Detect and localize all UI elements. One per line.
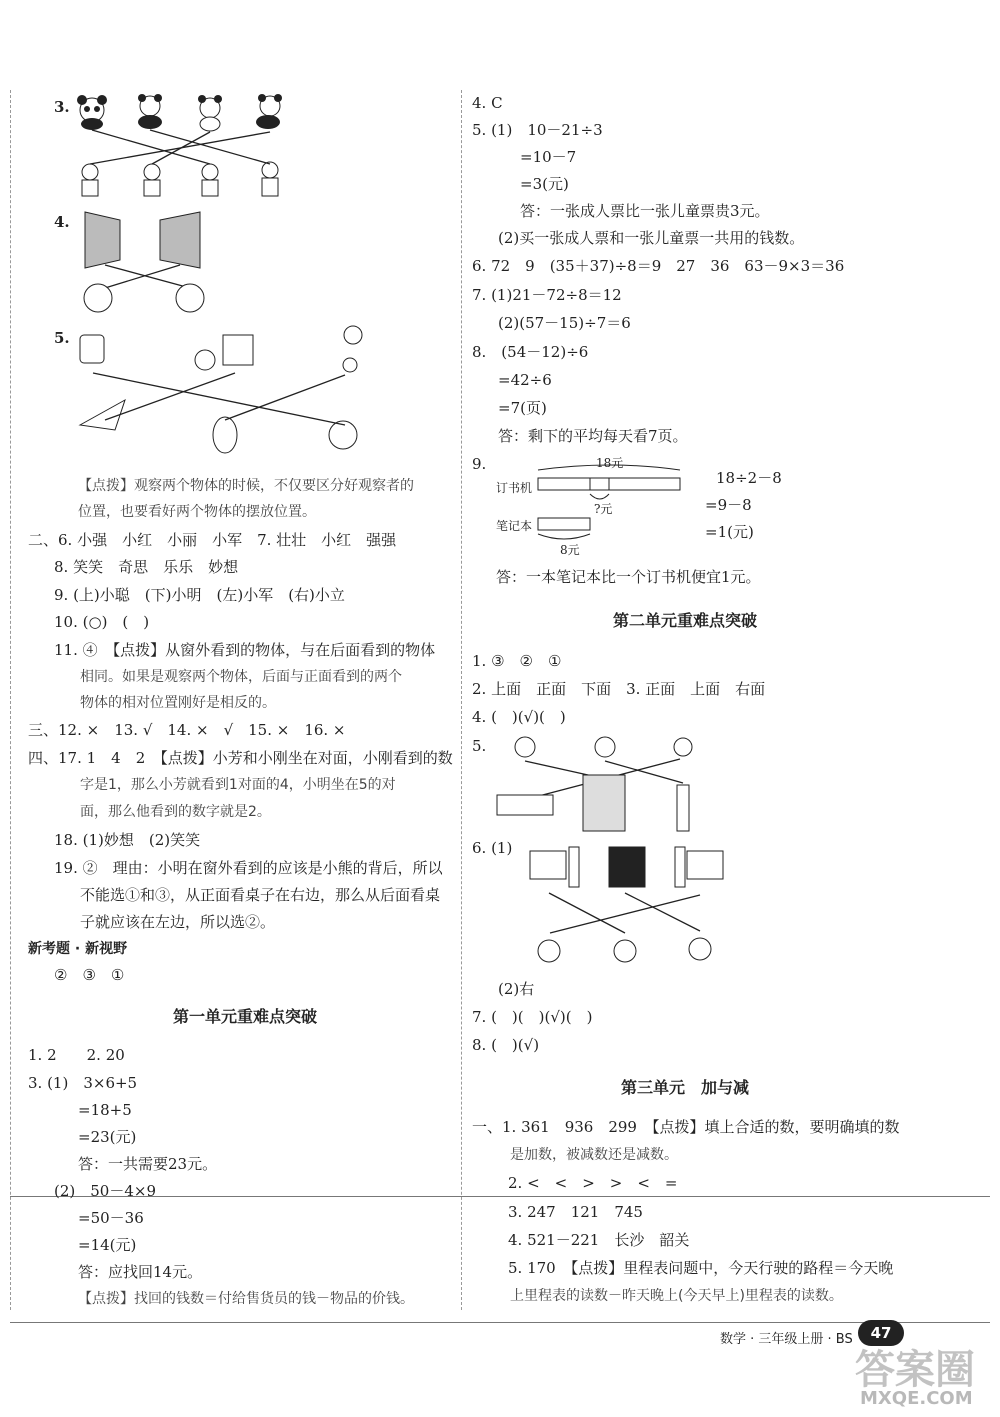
answer-17-tip-3: 面，那么他看到的数字就是2。 bbox=[80, 804, 271, 820]
answer-r6: 6. 72 9 (35＋37)÷8＝9 27 36 63－9×3＝36 bbox=[472, 257, 845, 275]
watermark-url: MXQE.COM bbox=[860, 1388, 973, 1409]
footer-subject: 数学 · 三年级上册 · BS bbox=[720, 1332, 853, 1347]
chick-icon bbox=[213, 417, 237, 453]
answer-r5-sentence: 答：一张成人票比一张儿童票贵3元。 bbox=[520, 202, 770, 220]
segment-diagram bbox=[490, 450, 690, 560]
segment-question-label: ?元 bbox=[594, 502, 613, 516]
unit-2-title: 第二单元重难点突破 bbox=[612, 611, 757, 630]
answer-11-tip-3: 物体的相对位置刚好是相反的。 bbox=[80, 695, 276, 711]
answer-r9-label: 9. bbox=[472, 455, 487, 473]
answer-11: 11. ④ 【点拨】从窗外看到的物体，与在后面看到的物体 bbox=[54, 641, 436, 659]
page-number: 47 bbox=[858, 1320, 904, 1346]
left-margin-line bbox=[10, 90, 11, 1310]
unit3-answer-5: 5. 170 【点拨】里程表问题中，今天行驶的路程＝今天晚 bbox=[508, 1259, 894, 1277]
bottom-rule bbox=[10, 1196, 990, 1197]
unit3-answer-1-tip: 是加数，被减数还是减数。 bbox=[510, 1147, 678, 1163]
answer-r9-sentence: 答：一本笔记本比一个订书机便宜1元。 bbox=[496, 568, 761, 586]
answer-17: 四、17. 1 4 2 【点拨】小芳和小刚坐在对面，小刚看到的数 bbox=[28, 749, 453, 767]
unit2-answer-5-label: 5. bbox=[472, 737, 487, 755]
unit1-answer-sentence-1: 答：一共需要23元。 bbox=[78, 1155, 218, 1173]
answer-10: 10. (○) ( ) bbox=[54, 613, 150, 631]
unit2-answer-4: 4. ( )(√)( ) bbox=[472, 708, 566, 726]
unit3-answer-5-tip: 上里程表的读数－昨天晚上(今天早上)里程表的读数。 bbox=[510, 1288, 843, 1304]
answer-r5: 5. (1) 10－21÷3 bbox=[472, 121, 603, 139]
answer-r5-step-2: =3(元) bbox=[520, 175, 569, 193]
basket-icon bbox=[80, 335, 104, 363]
unit1-tip: 【点拨】找回的钱数＝付给售货员的钱－物品的价钱。 bbox=[78, 1291, 414, 1307]
child-face-icon bbox=[84, 284, 204, 312]
answer-r8-step-1: =42÷6 bbox=[498, 371, 552, 389]
answer-17-tip-2: 字是1，那么小芳就看到1对面的4，小明坐在5的对 bbox=[80, 777, 396, 793]
answer-r8-sentence: 答：剩下的平均每天看7页。 bbox=[498, 427, 688, 445]
unit2-answer-1: 1. ③ ② ① bbox=[472, 652, 562, 670]
question-3-label: 3. bbox=[54, 98, 70, 116]
child-face-icon bbox=[538, 940, 560, 962]
unit2-answer-2-3: 2. 上面 正面 下面 3. 正面 上面 右面 bbox=[472, 680, 766, 698]
unit2-answer-7: 7. ( )( )(√)( ) bbox=[472, 1008, 593, 1026]
answer-18: 18. (1)妙想 (2)笑笑 bbox=[54, 831, 201, 849]
unit1-step-1: =18+5 bbox=[78, 1101, 132, 1119]
unit2-answer-8: 8. ( )(√) bbox=[472, 1036, 540, 1054]
answer-r5-2: (2)买一张成人票和一张儿童票一共用的钱数。 bbox=[498, 229, 805, 247]
panda-matching-figure bbox=[70, 92, 300, 202]
tip-1-line-2: 位置，也要看好两个物体的摆放位置。 bbox=[78, 504, 316, 520]
segment-notebook-price: 8元 bbox=[560, 543, 580, 557]
unit1-step-4: =14(元) bbox=[78, 1236, 137, 1254]
unit1-answer-sentence-2: 答：应找回14元。 bbox=[78, 1263, 203, 1281]
object-matching-figure bbox=[75, 325, 375, 465]
cup-icon bbox=[223, 335, 253, 365]
keyboard-icon bbox=[497, 795, 553, 815]
answer-9: 9. (上)小聪 (下)小明 (左)小军 (右)小立 bbox=[54, 586, 345, 604]
unit-3-title: 第三单元 加与减 bbox=[620, 1078, 749, 1097]
unit1-answer-3: 3. (1) 3×6+5 bbox=[28, 1074, 138, 1092]
unit2-answer-6-2: (2)右 bbox=[498, 980, 535, 998]
answer-11-tip-2: 相同。如果是观察两个物体，后面与正面看到的两个 bbox=[80, 669, 402, 685]
answer-r8-step-2: =7(页) bbox=[498, 399, 547, 417]
answer-19-line-3: 子就应该在左边，所以选②。 bbox=[80, 913, 276, 931]
unit1-step-3: =50－36 bbox=[78, 1209, 144, 1227]
monitor-icon bbox=[530, 851, 566, 879]
unit3-answer-3: 3. 247 121 745 bbox=[508, 1203, 643, 1221]
answer-r8: 8. (54－12)÷6 bbox=[472, 343, 589, 361]
question-5-label: 5. bbox=[54, 329, 70, 347]
desk-matching-figure bbox=[495, 735, 715, 835]
new-question-answer: ② ③ ① bbox=[54, 966, 125, 984]
answer-r5-step-1: =10－7 bbox=[520, 148, 577, 166]
new-question-title: 新考题 · 新视野 bbox=[28, 941, 128, 957]
child-icon bbox=[82, 162, 278, 196]
ball-icon bbox=[195, 350, 215, 370]
unit1-answer-3-2: (2) 50－4×9 bbox=[54, 1182, 156, 1200]
unit1-step-2: =23(元) bbox=[78, 1128, 137, 1146]
answer-r9-expr-2: =9－8 bbox=[705, 496, 752, 514]
answer-19-line-2: 不能选①和③，从正面看桌子在右边，那么从后面看桌 bbox=[80, 886, 441, 904]
answer-8: 8. 笑笑 奇思 乐乐 妙想 bbox=[54, 558, 239, 576]
question-4-label: 4. bbox=[54, 213, 70, 231]
tv-matching-figure bbox=[80, 210, 220, 320]
notebook-label: 笔记本 bbox=[496, 519, 533, 533]
answer-r4: 4. C bbox=[472, 94, 503, 112]
unit3-answer-2: 2. < < > > < = bbox=[508, 1174, 678, 1192]
box-icon bbox=[583, 775, 625, 831]
answer-r9-expr-3: =1(元) bbox=[705, 523, 754, 541]
unit3-answer-4: 4. 521－221 长沙 韶关 bbox=[508, 1231, 690, 1249]
tip-1-line-1: 【点拨】观察两个物体的时候，不仅要区分好观察者的 bbox=[78, 478, 414, 494]
stapler-label: 订书机 bbox=[496, 481, 533, 495]
unit3-answer-1: 一、1. 361 936 299 【点拨】填上合适的数，要明确填的数 bbox=[472, 1118, 900, 1136]
answer-6-7: 二、6. 小强 小红 小丽 小军 7. 壮壮 小红 强强 bbox=[28, 531, 397, 549]
computer-matching-figure bbox=[525, 843, 735, 973]
clock-icon bbox=[344, 326, 362, 344]
answer-r7-2: (2)(57－15)÷7＝6 bbox=[498, 314, 631, 332]
footer-rule bbox=[10, 1322, 990, 1323]
unit-1-title: 第一单元重难点突破 bbox=[172, 1007, 317, 1026]
unit1-answer-1-2: 1. 2 2. 20 bbox=[28, 1046, 125, 1064]
watermark-logo: 答案圈 bbox=[855, 1347, 975, 1393]
tv-icon bbox=[85, 212, 200, 268]
answer-r7: 7. (1)21－72÷8＝12 bbox=[472, 286, 622, 304]
cup-icon bbox=[677, 785, 689, 831]
child-face-icon bbox=[515, 737, 535, 757]
segment-total-label: 18元 bbox=[596, 456, 624, 470]
panda-icon bbox=[77, 94, 282, 131]
unit2-answer-6-label: 6. (1) bbox=[472, 839, 513, 857]
answer-12-16: 三、12. × 13. √ 14. × √ 15. × 16. × bbox=[28, 721, 346, 739]
answer-19: 19. ② 理由：小明在窗外看到的应该是小熊的背后，所以 bbox=[54, 859, 443, 877]
answer-r9-expr-1: 18÷2－8 bbox=[716, 469, 782, 487]
column-divider bbox=[461, 90, 462, 1310]
